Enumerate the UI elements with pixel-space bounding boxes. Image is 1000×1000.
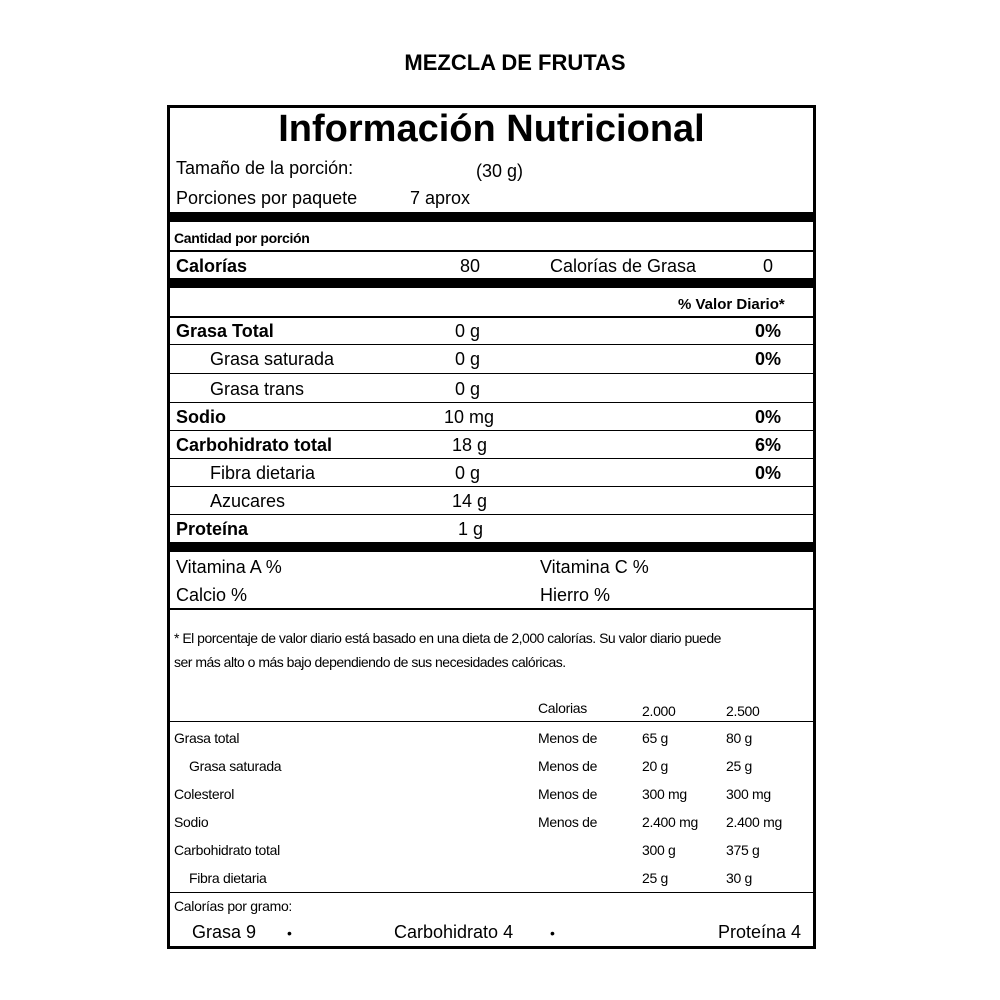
row-divider — [170, 721, 813, 722]
reference-row-v1: 2.400 mg — [642, 814, 698, 830]
nutrient-name: Proteína — [176, 519, 249, 539]
calories-label: Calorías — [176, 256, 248, 276]
reference-header-col2: 2.500 — [726, 703, 760, 719]
nutrient-dv: 0% — [755, 349, 782, 369]
reference-row-v1: 65 g — [642, 730, 669, 746]
row-divider — [170, 892, 813, 893]
reference-row-name: Fibra dietaria — [189, 870, 267, 886]
reference-header-col1: 2.000 — [642, 703, 676, 719]
reference-row-v2: 2.400 mg — [726, 814, 782, 830]
per-gram-protein: Proteína 4 — [718, 922, 802, 942]
row-divider — [170, 344, 813, 345]
reference-header-label: Calorias — [538, 700, 587, 716]
calories-per-gram-label: Calorías por gramo: — [174, 898, 293, 914]
nutrient-amount: 18 g — [452, 435, 488, 455]
nutrient-name: Grasa trans — [210, 379, 305, 399]
thick-divider — [170, 542, 813, 552]
reference-row-qualifier: Menos de — [538, 786, 598, 802]
row-divider — [170, 373, 813, 374]
reference-row-name: Sodio — [174, 814, 209, 830]
calcium: Calcio % — [176, 585, 248, 605]
nutrient-amount: 1 g — [458, 519, 484, 539]
reference-row-v2: 25 g — [726, 758, 753, 774]
product-title: MEZCLA DE FRUTAS — [404, 50, 626, 75]
fat-calories-label: Calorías de Grasa — [550, 256, 697, 276]
reference-row-v2: 80 g — [726, 730, 753, 746]
reference-row-name: Colesterol — [174, 786, 235, 802]
bullet-separator: • — [550, 925, 555, 941]
nutrient-amount: 10 mg — [444, 407, 495, 427]
per-gram-fat: Grasa 9 — [192, 922, 257, 942]
nutrient-dv: 0% — [755, 407, 782, 427]
nutrient-amount: 14 g — [452, 491, 488, 511]
iron: Hierro % — [540, 585, 611, 605]
per-gram-carbohydrate: Carbohidrato 4 — [394, 922, 514, 942]
nutrient-dv: 6% — [755, 435, 782, 455]
nutrient-amount: 0 g — [455, 463, 481, 483]
vitamin-a: Vitamina A % — [176, 557, 282, 577]
reference-row-qualifier: Menos de — [538, 814, 598, 830]
reference-row-v2: 300 mg — [726, 786, 771, 802]
reference-row-v2: 375 g — [726, 842, 760, 858]
servings-per-package-label: Porciones por paquete — [176, 188, 358, 208]
servings-per-package-value: 7 aprox — [410, 188, 471, 208]
reference-row-name: Grasa total — [174, 730, 240, 746]
nutrient-name: Sodio — [176, 407, 226, 427]
nutrient-name: Grasa saturada — [210, 349, 335, 369]
serving-size-value: (30 g) — [476, 161, 524, 181]
row-divider — [170, 486, 813, 487]
fat-calories-value: 0 — [763, 256, 774, 276]
footnote-line-2: ser más alto o más bajo dependiendo de sus necesidades calóricas. — [174, 654, 566, 670]
divider — [170, 608, 813, 610]
reference-row-name: Carbohidrato total — [174, 842, 280, 858]
divider — [170, 250, 813, 252]
nutrient-dv: 0% — [755, 463, 782, 483]
row-divider — [170, 430, 813, 431]
reference-row-qualifier: Menos de — [538, 758, 598, 774]
divider — [170, 316, 813, 318]
footnote-line-1: * El porcentaje de valor diario está basado en una dieta de 2,000 calorías. Su valor diario puede — [174, 630, 721, 646]
calories-value: 80 — [460, 256, 481, 276]
serving-size-label: Tamaño de la porción: — [176, 158, 354, 178]
nutrient-amount: 0 g — [455, 349, 481, 369]
reference-row-v1: 300 g — [642, 842, 676, 858]
nutrient-amount: 0 g — [455, 379, 481, 399]
thick-divider — [170, 212, 813, 222]
daily-value-header: % Valor Diario* — [678, 296, 785, 313]
nutrient-name: Azucares — [210, 491, 286, 511]
amount-per-serving: Cantidad por porción — [174, 230, 310, 246]
reference-row-v1: 20 g — [642, 758, 669, 774]
nutrient-name: Grasa Total — [176, 321, 274, 341]
thick-divider — [170, 278, 813, 288]
reference-row-name: Grasa saturada — [189, 758, 282, 774]
reference-row-qualifier: Menos de — [538, 730, 598, 746]
row-divider — [170, 514, 813, 515]
row-divider — [170, 458, 813, 459]
row-divider — [170, 402, 813, 403]
vitamin-c: Vitamina C % — [540, 557, 649, 577]
reference-row-v2: 30 g — [726, 870, 753, 886]
nutrition-label-title: Información Nutricional — [278, 108, 705, 150]
bullet-separator: • — [287, 925, 292, 941]
nutrient-amount: 0 g — [455, 321, 481, 341]
nutrient-name: Carbohidrato total — [176, 435, 332, 455]
nutrient-name: Fibra dietaria — [210, 463, 316, 483]
reference-row-v1: 25 g — [642, 870, 669, 886]
nutrient-dv: 0% — [755, 321, 782, 341]
reference-row-v1: 300 mg — [642, 786, 687, 802]
